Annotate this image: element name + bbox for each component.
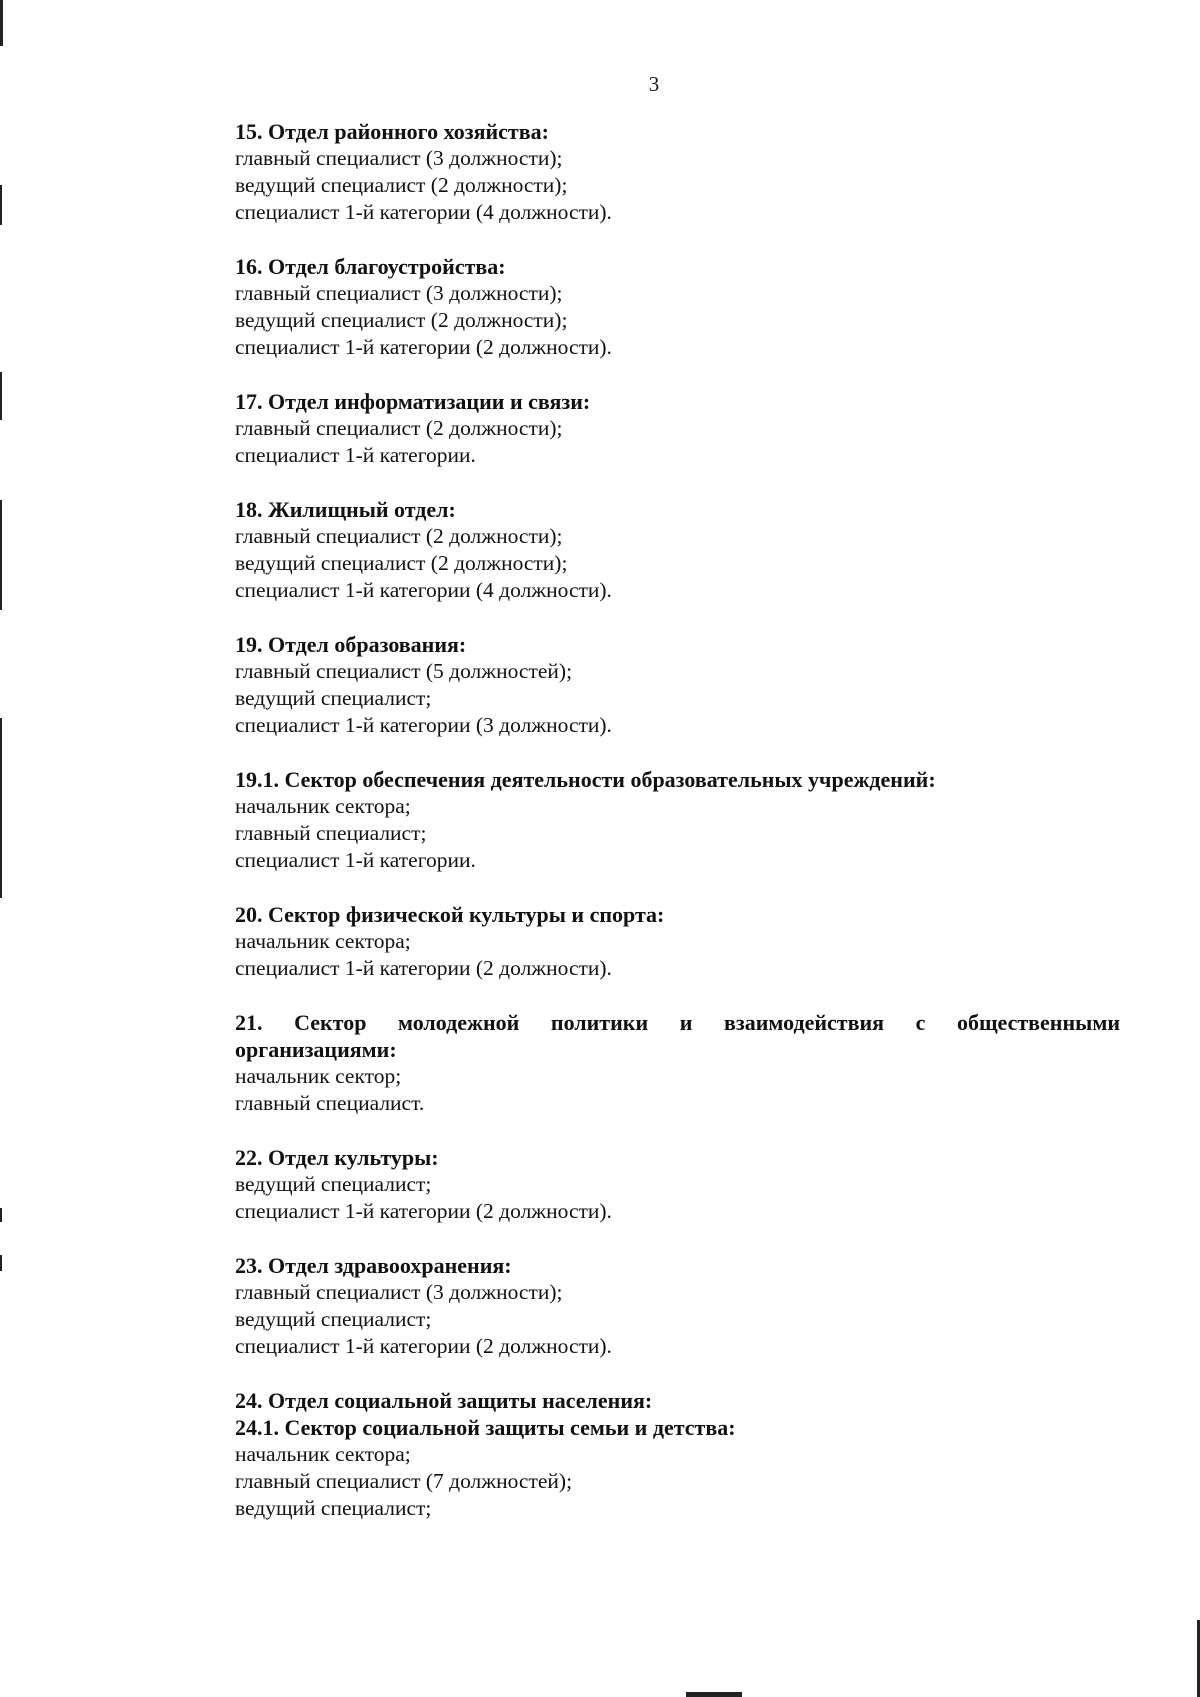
section-17 xyxy=(235,388,1120,469)
position-line: главный специалист (7 должностей); xyxy=(235,1469,573,1493)
position-line: ведущий специалист (2 должности); xyxy=(235,551,568,575)
section-21 xyxy=(235,1009,1120,1117)
scan-edge-mark xyxy=(0,500,2,610)
section-heading: 17. Отдел информатизации и связи: xyxy=(235,389,591,414)
position-line: начальник сектора; xyxy=(235,1442,411,1466)
position-line: специалист 1-й категории (2 должности). xyxy=(235,1334,612,1358)
section-20 xyxy=(235,901,1120,982)
section-heading: 19.1. Сектор обеспечения деятельности образовательных учреждений: xyxy=(235,767,936,792)
section-heading: 22. Отдел культуры: xyxy=(235,1145,439,1170)
section-19-1 xyxy=(235,766,1120,874)
scan-edge-mark xyxy=(686,1692,742,1697)
position-line: начальник сектора; xyxy=(235,794,411,818)
section-heading: 23. Отдел здравоохранения: xyxy=(235,1253,512,1278)
position-line: специалист 1-й категории (2 должности). xyxy=(235,956,612,980)
section-heading: 24. Отдел социальной защиты населения: xyxy=(235,1388,653,1413)
position-line: ведущий специалист; xyxy=(235,1496,432,1520)
position-line: специалист 1-й категории (4 должности). xyxy=(235,578,612,602)
position-line: главный специалист (3 должности); xyxy=(235,1280,563,1304)
position-line: главный специалист (3 должности); xyxy=(235,281,563,305)
position-line: ведущий специалист; xyxy=(235,686,432,710)
page-number: 3 xyxy=(648,72,660,96)
section-24 xyxy=(235,1387,1120,1522)
subsection-heading: 24.1. Сектор социальной защиты семьи и детства: xyxy=(235,1415,736,1440)
position-line: специалист 1-й категории (3 должности). xyxy=(235,713,612,737)
scan-edge-mark xyxy=(0,0,3,46)
section-15 xyxy=(235,118,1120,226)
position-line: начальник сектор; xyxy=(235,1064,402,1088)
position-line: специалист 1-й категории (4 должности). xyxy=(235,200,612,224)
position-line: главный специалист. xyxy=(235,1091,425,1115)
scan-edge-mark xyxy=(0,1255,2,1271)
position-line: ведущий специалист; xyxy=(235,1172,432,1196)
position-line: ведущий специалист (2 должности); xyxy=(235,173,568,197)
position-line: специалист 1-й категории (2 должности). xyxy=(235,335,612,359)
scan-edge-mark xyxy=(0,372,2,420)
scan-edge-mark xyxy=(0,718,2,898)
section-16 xyxy=(235,253,1120,361)
position-line: главный специалист (5 должностей); xyxy=(235,659,573,683)
section-23 xyxy=(235,1252,1120,1360)
section-heading: 20. Сектор физической культуры и спорта: xyxy=(235,902,665,927)
position-line: ведущий специалист (2 должности); xyxy=(235,308,568,332)
section-heading: 15. Отдел районного хозяйства: xyxy=(235,119,549,144)
position-line: главный специалист; xyxy=(235,821,427,845)
section-heading: 19. Отдел образования: xyxy=(235,632,467,657)
position-line: специалист 1-й категории. xyxy=(235,848,476,872)
section-19 xyxy=(235,631,1120,739)
position-line: специалист 1-й категории (2 должности). xyxy=(235,1199,612,1223)
section-18 xyxy=(235,496,1120,604)
position-line: главный специалист (2 должности); xyxy=(235,524,563,548)
position-line: начальник сектора; xyxy=(235,929,411,953)
scan-edge-mark xyxy=(0,185,2,225)
section-heading: 18. Жилищный отдел: xyxy=(235,497,456,522)
section-heading: 21. Сектор молодежной политики и взаимодействия с общественными xyxy=(235,1010,1120,1035)
section-22 xyxy=(235,1144,1120,1225)
position-line: главный специалист (2 должности); xyxy=(235,416,563,440)
document-body xyxy=(235,118,1120,1549)
position-line: ведущий специалист; xyxy=(235,1307,432,1331)
section-heading-continuation: организациями: xyxy=(235,1037,397,1062)
position-line: главный специалист (3 должности); xyxy=(235,146,563,170)
position-line: специалист 1-й категории. xyxy=(235,443,476,467)
scan-edge-mark xyxy=(0,1208,2,1222)
section-heading: 16. Отдел благоустройства: xyxy=(235,254,506,279)
